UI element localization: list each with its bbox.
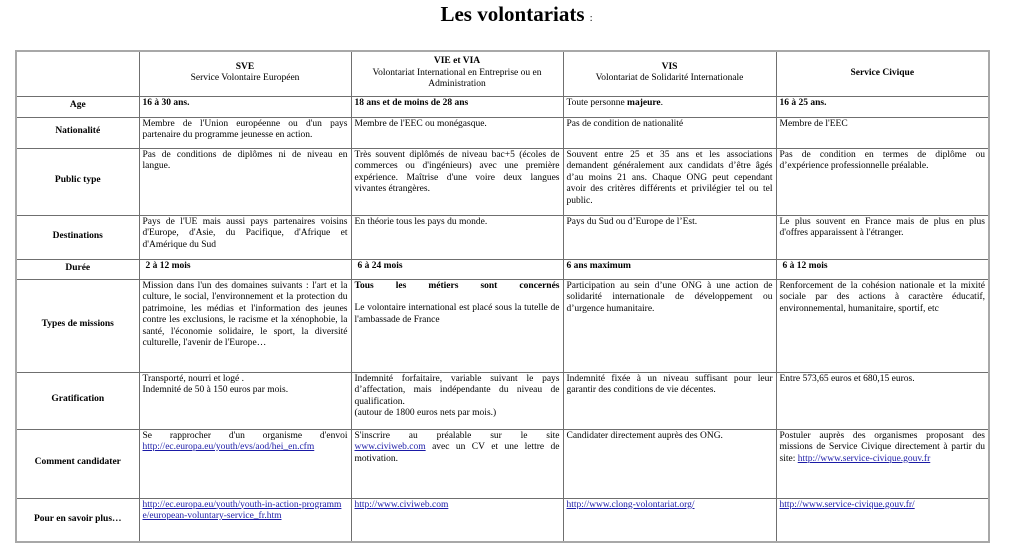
row-label: Types de missions (16, 279, 139, 372)
cell-vie: 18 ans et de moins de 28 ans (351, 96, 563, 117)
cell-bold-text: Tous les métiers sont concernés (354, 280, 560, 291)
header-service-civique (776, 51, 989, 96)
cell-text: . (660, 97, 664, 108)
table-row-nationalite (16, 117, 989, 148)
cell-sc: 16 à 25 ans. (776, 96, 989, 117)
cell-sc (776, 498, 989, 542)
cell-vis: Participation au sein d’une ONG à une action de solidarité internationale de développement ou d’urgence humanitaire. (563, 279, 776, 372)
cell-vis (563, 498, 776, 542)
cell-sve: Pays de l'UE mais aussi pays partenaires voisins d'Europe, d'Asie, du Pacifique, d'Afrique et d'Amérique du Sud (139, 215, 351, 259)
cell-text: Indemnité forfaitaire, variable suivant le pays d’affectation, mais indépendante du niveau de qualification. (354, 373, 560, 407)
cell-sc (776, 429, 989, 498)
cell-text: Toute personne (566, 97, 628, 108)
cell-sve: 2 à 12 mois (139, 259, 351, 279)
cell-vis (563, 96, 776, 117)
header-empty-cell (16, 51, 139, 96)
cell-sve: 16 à 30 ans. (139, 96, 351, 117)
cell-sc: 6 à 12 mois (776, 259, 989, 279)
cell-text: Indemnité de 50 à 150 euros par mois. (142, 385, 289, 395)
cell-vie: Membre de l'EEC ou monégasque. (351, 117, 563, 148)
volunteering-comparison-table (15, 50, 990, 543)
sve-info-link[interactable]: http://ec.europa.eu/youth/youth-in-action-programme/european-voluntary-service_fr.htm (142, 499, 342, 521)
header-abbr: VIE et VIA (433, 56, 481, 66)
table-header-row (16, 51, 989, 96)
title-text: Les volontariats (440, 2, 585, 26)
cell-vis: Souvent entre 25 et 35 ans et les associations demandent généralement aux candidats d’être âgés d’au moins 21 ans. Chaque ONG peut cependant avoir des critères différents et privilégier tel ou tel public. (563, 148, 776, 215)
cell-text: S'inscrire au préalable sur le site (354, 430, 560, 441)
row-label: Destinations (16, 215, 139, 259)
civiweb-link[interactable]: www.civiweb.com (354, 442, 426, 452)
sve-apply-link[interactable]: http://ec.europa.eu/youth/evs/aod/hei_en.cfm (142, 442, 315, 452)
cell-text: (autour de 1800 euros nets par mois.) (354, 408, 497, 418)
row-label: Nationalité (16, 117, 139, 148)
title-colon: : (589, 13, 593, 24)
row-label: Comment candidater (16, 429, 139, 498)
clong-info-link[interactable]: http://www.clong-volontariat.org/ (566, 499, 695, 510)
cell-vie (351, 279, 563, 372)
service-civique-apply-link[interactable]: http://www.service-civique.gouv.fr (797, 453, 931, 464)
service-civique-info-link[interactable]: http://www.service-civique.gouv.fr/ (779, 499, 915, 510)
cell-sc: Pas de condition en termes de diplôme ou d’expérience professionnelle préalable. (776, 148, 989, 215)
table-row-types-missions (16, 279, 989, 372)
cell-vis: Pays du Sud ou d’Europe de l’Est. (563, 215, 776, 259)
civiweb-info-link[interactable]: http://www.civiweb.com (354, 499, 449, 510)
row-label: Durée (16, 259, 139, 279)
cell-sve (139, 429, 351, 498)
cell-vis: Indemnité fixée à un niveau suffisant pour leur garantir des conditions de vie décentes. (563, 372, 776, 429)
cell-sve: Pas de conditions de diplômes ni de niveau en langue. (139, 148, 351, 215)
header-vis (563, 51, 776, 96)
cell-vie (351, 372, 563, 429)
cell-sve (139, 372, 351, 429)
cell-sc: Renforcement de la cohésion nationale et la mixité sociale par des actions à caractère éducatif, environnemental, humanitaire, sportif, etc (776, 279, 989, 372)
cell-text: Postuler auprès des organismes proposant des missions de Service Civique directement à partir du site: (779, 430, 985, 464)
cell-bold-text: majeure (627, 97, 661, 108)
cell-vie: En théorie tous les pays du monde. (351, 215, 563, 259)
cell-sc: Entre 573,65 euros et 680,15 euros. (776, 372, 989, 429)
table-row-age (16, 96, 989, 117)
table-row-destinations (16, 215, 989, 259)
header-vie-via (351, 51, 563, 96)
row-label: Gratification (16, 372, 139, 429)
cell-vie: Très souvent diplômés de niveau bac+5 (écoles de commerces ou d'ingénieurs) avec une première expérience. Maîtrise d'une voire deux langues vivantes étrangères. (351, 148, 563, 215)
cell-text: avec un CV et une lettre de motivation. (354, 442, 560, 464)
header-abbr: Service Civique (850, 67, 915, 78)
cell-sve: Membre de l'Union européenne ou d'un pays partenaire du programme jeunesse en action. (139, 117, 351, 148)
cell-vis: Candidater directement auprès des ONG. (563, 429, 776, 498)
cell-sc: Le plus souvent en France mais de plus en plus d'offres apparaissent à l'étranger. (776, 215, 989, 259)
row-label: Pour en savoir plus… (16, 498, 139, 542)
table-row-comment-candidater (16, 429, 989, 498)
cell-text: Transporté, nourri et logé . (142, 373, 244, 384)
cell-text: Le volontaire international est placé sous la tutelle de l'ambassade de France (354, 303, 560, 325)
page-title (0, 2, 1033, 27)
header-abbr: SVE (235, 61, 255, 72)
table-row-gratification (16, 372, 989, 429)
cell-text: Se rapprocher d'un organisme d'envoi (142, 430, 348, 441)
header-abbr: VIS (661, 61, 678, 72)
header-sve (139, 51, 351, 96)
header-full: Service Volontaire Européen (190, 73, 300, 84)
cell-vis: 6 ans maximum (563, 259, 776, 279)
cell-vie (351, 429, 563, 498)
cell-sve (139, 498, 351, 542)
cell-vie (351, 498, 563, 542)
cell-vis: Pas de condition de nationalité (563, 117, 776, 148)
cell-vie: 6 à 24 mois (351, 259, 563, 279)
table-row-public-type (16, 148, 989, 215)
cell-sve: Mission dans l'un des domaines suivants : l'art et la culture, le social, l'environnement et la protection du patrimoine, les médias et l'information des jeunes contre les exclusions, le racisme et la xénophobie, la santé, l'économie solidaire, le sport, la diversité culturelle, l'avenir de l'Europe… (139, 279, 351, 372)
header-full: Volontariat International en Entreprise ou en Administration (372, 67, 542, 89)
row-label: Public type (16, 148, 139, 215)
header-full: Volontariat de Solidarité Internationale (595, 73, 744, 84)
table-row-pour-en-savoir-plus (16, 498, 989, 542)
table-row-duree (16, 259, 989, 279)
cell-sc: Membre de l'EEC (776, 117, 989, 148)
row-label: Age (16, 96, 139, 117)
